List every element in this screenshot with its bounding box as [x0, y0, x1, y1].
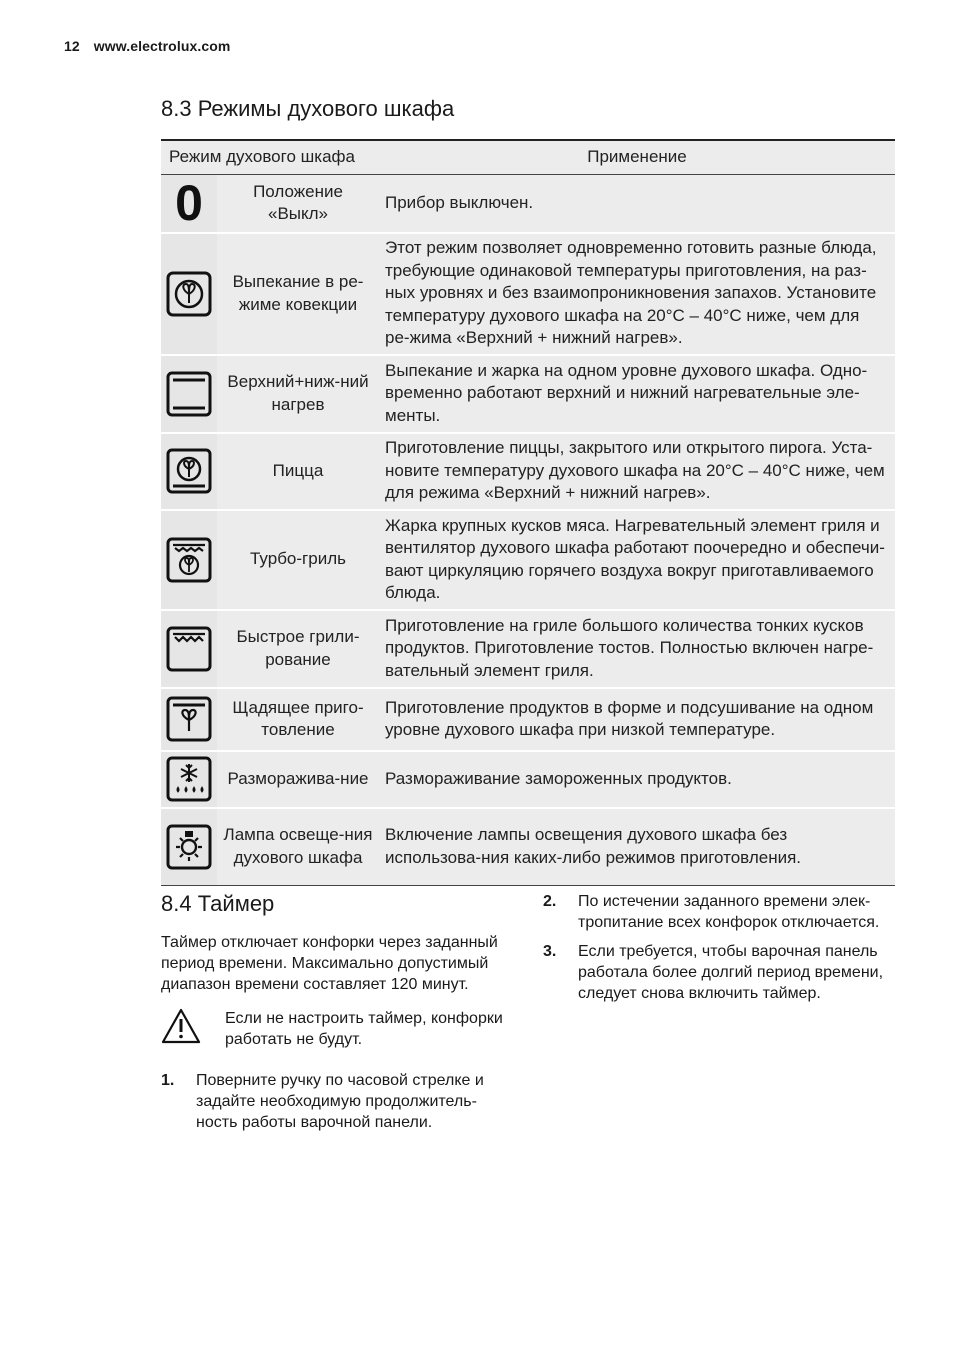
mode-description: Приготовление продуктов в форме и подсушивание на одном уровне духового шкафа при низкой температуре. [379, 688, 895, 751]
mode-name: Быстрое грили-рование [217, 610, 379, 688]
table-row [161, 610, 895, 688]
defrost-icon [166, 756, 212, 802]
table-row [161, 808, 895, 886]
table-row [161, 175, 895, 233]
mode-description: Приготовление на гриле большого количества тонких кусков продуктов. Приготовление тостов. Полностью включен нагре-вательный элемент гриля. [379, 610, 895, 688]
column-header-mode: Режим духового шкафа [161, 140, 379, 175]
mode-name: Верхний+ниж-ний нагрев [217, 355, 379, 433]
page-header [64, 38, 230, 54]
turbo-grill-icon [166, 537, 212, 583]
mode-description: Этот режим позволяет одновременно готовить разные блюда, требующие одинаковой температуры приготовления, на раз-ных уровнях и без взаимопроникновения запахов. Установите температуру духового шкафа на 20°С – 40°С ниже, чем для ре-жима «Верхний + нижний нагрев». [379, 233, 895, 355]
column-header-use: Применение [379, 140, 895, 175]
mode-description: Включение лампы освещения духового шкафа без использова-ния каких-либо режимов приготовления. [379, 808, 895, 886]
list-item [543, 891, 895, 933]
step-list-right [543, 891, 895, 1010]
table-row [161, 688, 895, 751]
convection-fan-icon [166, 271, 212, 317]
oven-lamp-icon [166, 824, 212, 870]
step-number: 3. [543, 943, 557, 960]
mode-name: Лампа освеще-ния духового шкафа [217, 808, 379, 886]
section-title-timer [161, 891, 274, 917]
site-url: www.electrolux.com [93, 38, 231, 54]
mode-name: Пицца [217, 433, 379, 510]
table-row [161, 233, 895, 355]
section-title-text: Режимы духового шкафа [197, 96, 455, 121]
section-title-text: Таймер [197, 891, 275, 916]
section-number: 8.3 [161, 96, 192, 121]
table-row [161, 751, 895, 808]
list-item [161, 1070, 501, 1133]
mode-description: Жарка крупных кусков мяса. Нагревательный элемент гриля и вентилятор духового шкафа работают поочередно и обеспечи-вают циркуляцию горячего воздуха вокруг приготавливаемого блюда. [379, 510, 895, 610]
section-title-modes [161, 96, 454, 122]
warning-triangle-icon [161, 1008, 201, 1044]
list-item [543, 941, 895, 1004]
table-header-row [161, 140, 895, 175]
mode-description: Выпекание и жарка на одном уровне духового шкафа. Одно-временно работают верхний и нижний нагревательные эле-менты. [379, 355, 895, 433]
table-row [161, 510, 895, 610]
mode-description: Прибор выключен. [379, 175, 895, 233]
step-list-left [161, 1070, 501, 1139]
warning-text: Если не настроить таймер, конфорки работать не будут. [225, 1010, 503, 1048]
mode-name: Турбо-гриль [217, 510, 379, 610]
mode-name: Разморажива-ние [217, 751, 379, 808]
table-row [161, 433, 895, 510]
mode-description: Размораживание замороженных продуктов. [379, 751, 895, 808]
step-text: По истечении заданного времени элек-тропитание всех конфорок отключается. [578, 893, 880, 931]
oven-modes-table [161, 139, 895, 886]
mode-description: Приготовление пиццы, закрытого или открытого пирога. Уста-новите температуру духового шкафа на 20°С – 40°С ниже, чем для режима «Верхний + нижний нагрев». [379, 433, 895, 510]
gentle-cooking-icon [166, 696, 212, 742]
step-number: 2. [543, 893, 557, 910]
warning-note [161, 1008, 511, 1050]
step-number: 1. [161, 1072, 175, 1089]
off-zero-icon: 0 [175, 175, 203, 232]
step-text: Если требуется, чтобы варочная панель работала более долгий период времени, следует снова включить таймер. [578, 943, 884, 1002]
top-bottom-heat-icon [166, 371, 212, 417]
page-number: 12 [64, 38, 80, 54]
pizza-icon [166, 448, 212, 494]
mode-name: Выпекание в ре-жиме ковекции [217, 233, 379, 355]
step-text: Поверните ручку по часовой стрелке и задайте необходимую продолжитель-ность работы варочной панели. [196, 1072, 484, 1131]
fast-grill-icon [166, 626, 212, 672]
mode-name: Положение «Выкл» [217, 175, 379, 233]
mode-name: Щадящее приго-товление [217, 688, 379, 751]
timer-intro: Таймер отключает конфорки через заданный период времени. Максимально допустимый диапазон времени составляет 120 минут. [161, 934, 498, 993]
section-number: 8.4 [161, 891, 192, 916]
table-row [161, 355, 895, 433]
